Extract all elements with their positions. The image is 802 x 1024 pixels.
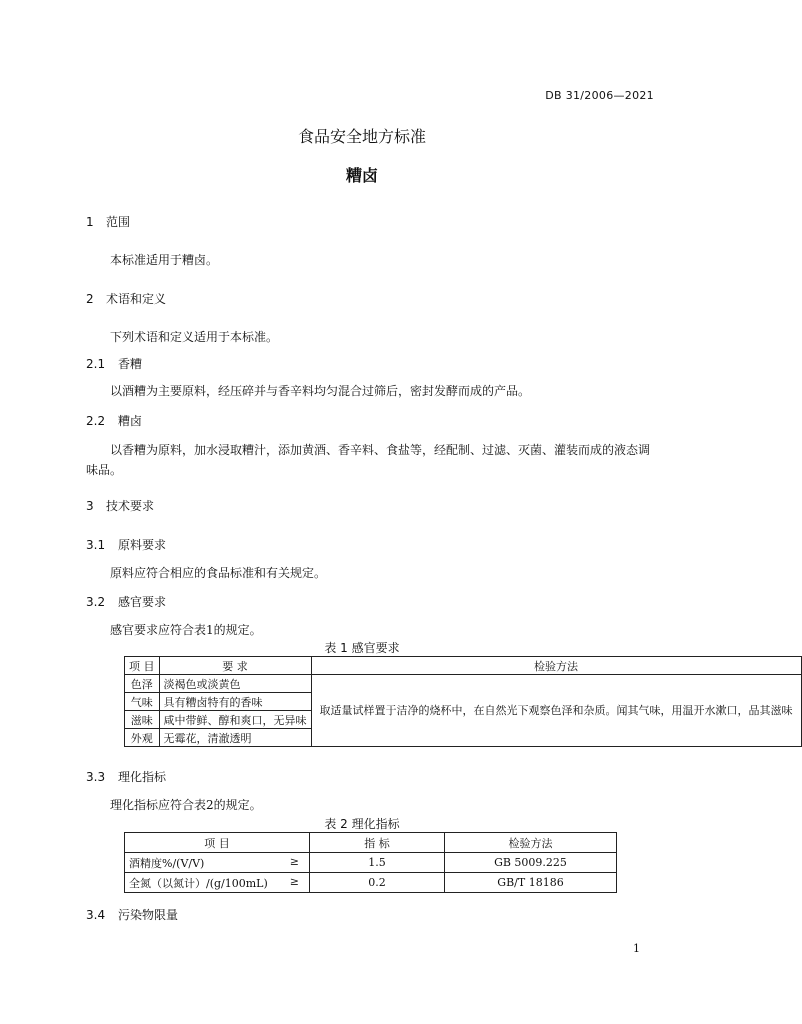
physicochemical-table xyxy=(124,832,617,893)
row-value: 0.2 xyxy=(310,873,445,893)
column-header-requirement: 要 求 xyxy=(159,657,311,675)
table2-caption: 表 2 理化指标 xyxy=(324,817,400,831)
table-row xyxy=(125,853,617,873)
sensory-table xyxy=(124,656,802,747)
section-number: 2 xyxy=(86,292,94,306)
item-label: 全氮（以氮计）/(g/100mL) xyxy=(129,876,268,890)
standard-code: DB 31/2006—2021 xyxy=(545,89,654,102)
xiangzao-definition: 以酒糟为主要原料，经压碎并与香辛料均匀混合过筛后，密封发酵而成的产品。 xyxy=(110,384,531,398)
row-item: 滋味 xyxy=(125,711,160,729)
section-title: 理化指标 xyxy=(118,770,167,784)
section-title: 原料要求 xyxy=(118,538,167,552)
table1-caption: 表 1 感官要求 xyxy=(324,641,400,655)
section-heading-scope xyxy=(86,213,130,230)
column-header-method: 检验方法 xyxy=(445,833,617,853)
section-title: 香糟 xyxy=(118,357,143,371)
section-title: 感官要求 xyxy=(118,595,167,609)
table-header-row xyxy=(125,833,617,853)
section-number: 1 xyxy=(86,215,94,229)
section-number: 3 xyxy=(86,499,94,513)
section-title: 技术要求 xyxy=(106,499,155,513)
section-title: 污染物限量 xyxy=(118,908,179,922)
section-heading-raw-materials xyxy=(86,536,166,553)
comparison-operator: ≥ xyxy=(289,875,299,888)
table-header-row xyxy=(125,657,802,675)
item-label: 酒精度%/(V/V) xyxy=(129,856,205,870)
raw-materials-paragraph: 原料应符合相应的食品标准和有关规定。 xyxy=(110,566,327,580)
section-number: 2.2 xyxy=(86,414,106,428)
section-heading-zaolu xyxy=(86,412,142,429)
table-row xyxy=(125,873,617,893)
row-requirement: 具有糟卤特有的香味 xyxy=(159,693,311,711)
column-header-item: 项 目 xyxy=(125,833,310,853)
row-item: 外观 xyxy=(125,729,160,747)
physicochemical-paragraph: 理化指标应符合表2的规定。 xyxy=(110,798,262,812)
row-requirement: 咸中带鲜、醇和爽口，无异味 xyxy=(159,711,311,729)
document-subtitle: 糟卤 xyxy=(345,166,378,185)
section-number: 3.4 xyxy=(86,908,106,922)
section-title: 范围 xyxy=(106,215,131,229)
scope-paragraph: 本标准适用于糟卤。 xyxy=(110,253,219,267)
section-number: 3.3 xyxy=(86,770,106,784)
section-title: 术语和定义 xyxy=(106,292,167,306)
row-method: GB/T 18186 xyxy=(445,873,617,893)
row-item xyxy=(125,873,310,893)
terms-paragraph: 下列术语和定义适用于本标准。 xyxy=(110,330,279,344)
section-number: 2.1 xyxy=(86,357,106,371)
column-header-method: 检验方法 xyxy=(311,657,801,675)
zaolu-definition: 以香糟为原料，加水浸取糟汁，添加黄酒、香辛料、食盐等，经配制、过滤、灭菌、灌装而成的液态调味品。 xyxy=(86,443,651,477)
section-number: 3.2 xyxy=(86,595,106,609)
row-value: 1.5 xyxy=(310,853,445,873)
section-heading-contaminants xyxy=(86,906,178,923)
section-title: 糟卤 xyxy=(118,414,143,428)
column-header-index: 指 标 xyxy=(310,833,445,853)
comparison-operator: ≥ xyxy=(289,855,299,868)
row-item: 色泽 xyxy=(125,675,160,693)
section-heading-sensory xyxy=(86,593,166,610)
row-requirement: 无霉花，清澈透明 xyxy=(159,729,311,747)
sensory-paragraph: 感官要求应符合表1的规定。 xyxy=(110,623,262,637)
section-heading-physicochemical xyxy=(86,768,166,785)
table-row xyxy=(125,675,802,693)
section-heading-xiangzao xyxy=(86,355,142,372)
column-header-item: 项 目 xyxy=(125,657,160,675)
row-requirement: 淡褐色或淡黄色 xyxy=(159,675,311,693)
row-item: 气味 xyxy=(125,693,160,711)
section-heading-terms xyxy=(86,290,166,307)
document-title: 食品安全地方标准 xyxy=(297,127,426,146)
row-method: GB 5009.225 xyxy=(445,853,617,873)
section-number: 3.1 xyxy=(86,538,106,552)
page-number: 1 xyxy=(633,942,640,955)
row-item xyxy=(125,853,310,873)
inspection-method: 取适量试样置于洁净的烧杯中，在自然光下观察色泽和杂质。闻其气味，用温开水漱口，品其滋味 xyxy=(311,675,801,747)
section-heading-technical xyxy=(86,497,154,514)
